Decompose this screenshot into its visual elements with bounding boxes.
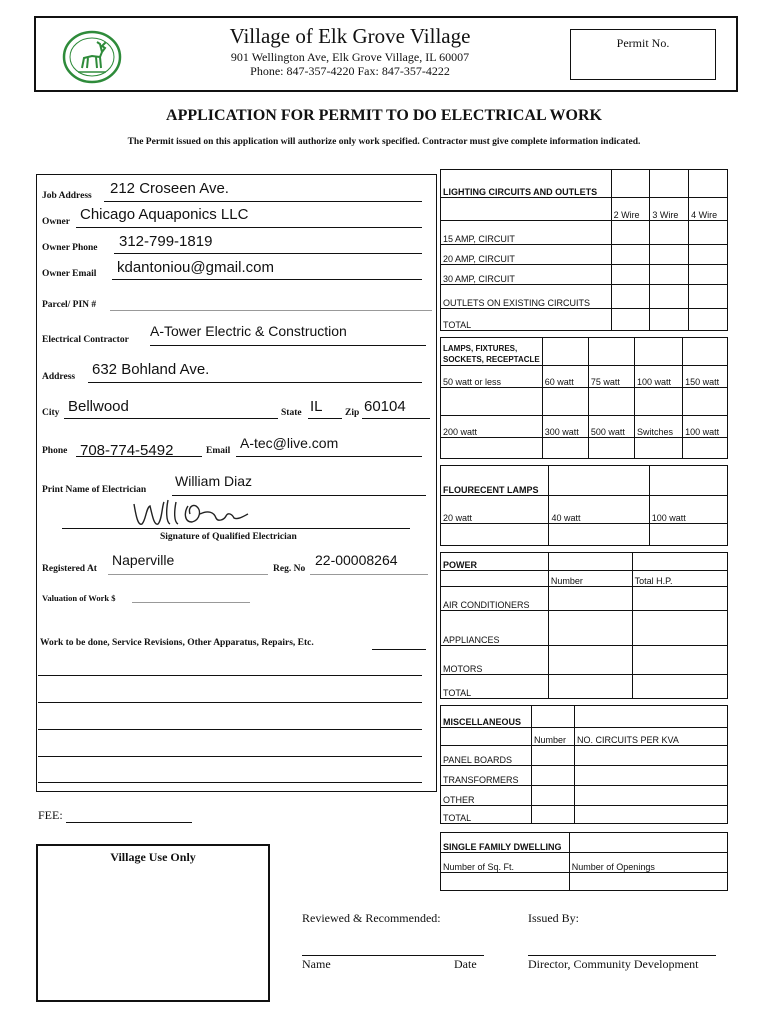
lamps-50watt: 50 watt or less	[441, 366, 543, 388]
dwelling-table	[440, 832, 728, 891]
date-label: Date	[454, 957, 477, 971]
valuation-line[interactable]	[132, 602, 250, 603]
lamps-500watt: 500 watt	[588, 416, 634, 438]
dwelling-title: SINGLE FAMILY DWELLING	[441, 833, 570, 853]
zip-label: Zip	[345, 408, 360, 418]
cell[interactable]	[632, 611, 727, 646]
lamps-150watt: 150 watt	[683, 366, 728, 388]
contractor-value[interactable]: A-Tower Electric & Construction	[150, 323, 347, 339]
misc-row-total: TOTAL	[441, 806, 532, 824]
contractor-line	[150, 345, 426, 346]
city-label: City	[42, 408, 60, 418]
power-row-ac: AIR CONDITIONERS	[441, 587, 549, 611]
permit-label: Permit No.	[616, 36, 670, 50]
name-label: Name	[302, 957, 331, 971]
contractor-address-line	[88, 382, 422, 383]
cell[interactable]	[650, 221, 689, 245]
power-title: POWER	[441, 553, 549, 571]
cell[interactable]	[632, 587, 727, 611]
state-label: State	[281, 408, 302, 418]
signature-line[interactable]	[62, 528, 410, 529]
cell[interactable]	[683, 438, 728, 459]
cell[interactable]	[548, 611, 632, 646]
phone-value[interactable]: 708-774-5492	[80, 442, 174, 459]
cell[interactable]	[689, 221, 728, 245]
cell[interactable]	[569, 833, 727, 853]
owner-line	[76, 227, 422, 228]
zip-line	[362, 418, 430, 419]
cell[interactable]	[650, 170, 689, 198]
lighting-row-15amp: 15 AMP, CIRCUIT	[441, 221, 612, 245]
cell	[441, 198, 612, 221]
cell[interactable]	[548, 553, 632, 571]
work-line-4[interactable]	[38, 756, 422, 757]
cell[interactable]	[634, 438, 682, 459]
contractor-label: Electrical Contractor	[42, 335, 129, 345]
owner-phone-label: Owner Phone	[42, 243, 98, 253]
owner-email-line	[112, 279, 422, 280]
email-value[interactable]: A-tec@live.com	[240, 435, 339, 451]
lighting-col-3wire: 3 Wire	[650, 198, 689, 221]
lamps-100watt-2: 100 watt	[683, 416, 728, 438]
cell[interactable]	[588, 438, 634, 459]
address-line: 901 Wellington Ave, Elk Grove Village, IL 60007	[230, 50, 470, 64]
village-use-label: Village Use Only	[110, 850, 196, 864]
cell[interactable]	[575, 746, 728, 766]
electrician-signature	[128, 496, 268, 532]
cell[interactable]	[634, 388, 682, 416]
misc-row-other: OTHER	[441, 786, 532, 806]
cell[interactable]	[588, 338, 634, 366]
contractor-address-label: Address	[42, 372, 76, 382]
cell[interactable]	[689, 245, 728, 265]
job-address-line	[104, 201, 422, 202]
misc-table	[440, 705, 728, 824]
cell[interactable]	[575, 766, 728, 786]
village-seal-logo	[62, 30, 122, 84]
reg-no-label: Reg. No	[273, 564, 306, 574]
owner-phone-line	[114, 253, 422, 254]
cell[interactable]	[683, 338, 728, 366]
lighting-row-20amp: 20 AMP, CIRCUIT	[441, 245, 612, 265]
form-note: The Permit issued on this application will authorize only work specified. Contractor must give complete information indicated.	[127, 137, 641, 147]
contractor-address-value[interactable]: 632 Bohland Ave.	[92, 361, 210, 378]
lamps-60watt: 60 watt	[542, 366, 588, 388]
lighting-table	[440, 169, 728, 331]
cell[interactable]	[611, 265, 650, 285]
director-label: Director, Community Development	[528, 957, 699, 971]
cell[interactable]	[549, 466, 649, 496]
fee-line[interactable]	[66, 822, 192, 823]
power-col-total-hp: Total H.P.	[632, 571, 727, 587]
power-table	[440, 552, 728, 699]
lamps-100watt: 100 watt	[634, 366, 682, 388]
cell[interactable]	[650, 309, 689, 331]
village-address	[150, 50, 550, 78]
cell[interactable]	[532, 746, 575, 766]
email-line	[236, 456, 422, 457]
lamps-300watt: 300 watt	[542, 416, 588, 438]
cell[interactable]	[548, 675, 632, 699]
lamps-switches: Switches	[634, 416, 682, 438]
flourecent-title: FLOURECENT LAMPS	[441, 466, 549, 496]
lighting-row-total: TOTAL	[441, 309, 612, 331]
lamps-200watt: 200 watt	[441, 416, 543, 438]
power-row-appliances: APPLIANCES	[441, 611, 549, 646]
parcel-line[interactable]	[110, 310, 432, 311]
village-title: Village of Elk Grove Village	[229, 24, 471, 48]
cell[interactable]	[632, 675, 727, 699]
electrician-label: Print Name of Electrician	[42, 485, 147, 495]
fee-label: FEE:	[38, 808, 63, 822]
parcel-label: Parcel/ PIN #	[42, 300, 97, 310]
owner-email-value[interactable]: kdantoniou@gmail.com	[117, 259, 274, 276]
cell[interactable]	[611, 170, 650, 198]
phone-label: Phone	[42, 446, 68, 456]
misc-row-panel: PANEL BOARDS	[441, 746, 532, 766]
power-row-motors: MOTORS	[441, 646, 549, 675]
cell[interactable]	[632, 646, 727, 675]
form-title: APPLICATION FOR PERMIT TO DO ELECTRICAL WORK	[166, 107, 602, 124]
owner-label: Owner	[42, 217, 70, 227]
cell[interactable]	[611, 309, 650, 331]
work-line-0[interactable]	[372, 649, 426, 650]
village-use-box	[36, 844, 270, 1002]
cell[interactable]	[532, 806, 575, 824]
cell[interactable]	[542, 438, 588, 459]
cell[interactable]	[611, 285, 650, 309]
signature-label: Signature of Qualified Electrician	[160, 532, 297, 542]
city-value[interactable]: Bellwood	[68, 398, 129, 415]
job-address-value[interactable]: 212 Croseen Ave.	[110, 180, 229, 197]
reviewed-label: Reviewed & Recommended:	[302, 911, 441, 925]
lamps-title	[441, 338, 543, 366]
owner-phone-value[interactable]: 312-799-1819	[119, 233, 213, 250]
city-line	[64, 418, 278, 419]
registered-label: Registered At	[42, 564, 97, 574]
job-address-label: Job Address	[42, 191, 92, 201]
cell[interactable]	[532, 706, 575, 728]
cell[interactable]	[588, 388, 634, 416]
cell[interactable]	[441, 873, 570, 891]
cell[interactable]	[689, 285, 728, 309]
misc-title: MISCELLANEOUS	[441, 706, 532, 728]
flourecent-40watt: 40 watt	[549, 496, 649, 524]
lighting-row-30amp: 30 AMP, CIRCUIT	[441, 265, 612, 285]
cell	[441, 571, 549, 587]
dwelling-col-openings: Number of Openings	[569, 853, 727, 873]
registered-line	[108, 574, 268, 575]
work-line-2[interactable]	[38, 702, 422, 703]
registered-value[interactable]: Naperville	[112, 552, 175, 568]
issued-label: Issued By:	[528, 911, 579, 925]
cell[interactable]	[689, 170, 728, 198]
misc-row-transformers: TRANSFORMERS	[441, 766, 532, 786]
power-col-number: Number	[548, 571, 632, 587]
lighting-row-outlets: OUTLETS ON EXISTING CIRCUITS	[441, 285, 612, 309]
cell[interactable]	[569, 873, 727, 891]
zip-value[interactable]: 60104	[364, 398, 406, 415]
work-description-label: Work to be done, Service Revisions, Other Apparatus, Repairs, Etc.	[40, 638, 314, 648]
cell[interactable]	[575, 786, 728, 806]
cell[interactable]	[611, 245, 650, 265]
cell[interactable]	[575, 806, 728, 824]
flourecent-table	[440, 465, 728, 546]
lighting-col-4wire: 4 Wire	[689, 198, 728, 221]
state-line	[308, 418, 342, 419]
cell[interactable]	[532, 766, 575, 786]
cell[interactable]	[441, 524, 549, 546]
cell[interactable]	[650, 245, 689, 265]
misc-col-circuits: NO. CIRCUITS PER KVA	[575, 728, 728, 746]
permit-number-box[interactable]	[570, 29, 716, 80]
lamps-table	[440, 337, 728, 459]
cell[interactable]	[689, 309, 728, 331]
flourecent-20watt: 20 watt	[441, 496, 549, 524]
cell[interactable]	[689, 265, 728, 285]
valuation-label: Valuation of Work $	[42, 593, 116, 603]
cell[interactable]	[649, 524, 727, 546]
owner-value[interactable]: Chicago Aquaponics LLC	[80, 206, 249, 223]
lamps-title-line-1: LAMPS, FIXTURES,	[443, 344, 518, 353]
lamps-75watt: 75 watt	[588, 366, 634, 388]
cell[interactable]	[683, 388, 728, 416]
work-line-3[interactable]	[38, 729, 422, 730]
reviewer-signature-line[interactable]	[302, 955, 484, 956]
cell[interactable]	[611, 221, 650, 245]
lamps-title-line-2: SOCKETS, RECEPTACLE	[443, 355, 540, 364]
cell[interactable]	[649, 466, 727, 496]
cell[interactable]	[441, 438, 543, 459]
state-value[interactable]: IL	[310, 398, 323, 415]
cell[interactable]	[548, 646, 632, 675]
cell[interactable]	[632, 553, 727, 571]
cell	[441, 728, 532, 746]
owner-email-label: Owner Email	[42, 269, 97, 279]
cell[interactable]	[542, 388, 588, 416]
email-label: Email	[206, 446, 231, 456]
misc-col-number: Number	[532, 728, 575, 746]
cell[interactable]	[548, 587, 632, 611]
reg-no-line	[310, 574, 428, 575]
cell[interactable]	[549, 524, 649, 546]
electrician-value[interactable]: William Diaz	[175, 473, 252, 489]
cell[interactable]	[650, 265, 689, 285]
reg-no-value[interactable]: 22-00008264	[315, 552, 398, 568]
phone-fax-line: Phone: 847-357-4220 Fax: 847-357-4222	[250, 64, 450, 78]
power-row-total: TOTAL	[441, 675, 549, 699]
cell[interactable]	[634, 338, 682, 366]
lighting-title: LIGHTING CIRCUITS AND OUTLETS	[441, 170, 612, 198]
dwelling-col-sqft: Number of Sq. Ft.	[441, 853, 570, 873]
cell[interactable]	[650, 285, 689, 309]
cell[interactable]	[575, 706, 728, 728]
work-line-1[interactable]	[38, 675, 422, 676]
issuer-signature-line[interactable]	[528, 955, 716, 956]
lighting-col-2wire: 2 Wire	[611, 198, 650, 221]
flourecent-100watt: 100 watt	[649, 496, 727, 524]
cell[interactable]	[532, 786, 575, 806]
cell[interactable]	[441, 388, 543, 416]
cell[interactable]	[542, 338, 588, 366]
work-line-5[interactable]	[38, 782, 422, 783]
